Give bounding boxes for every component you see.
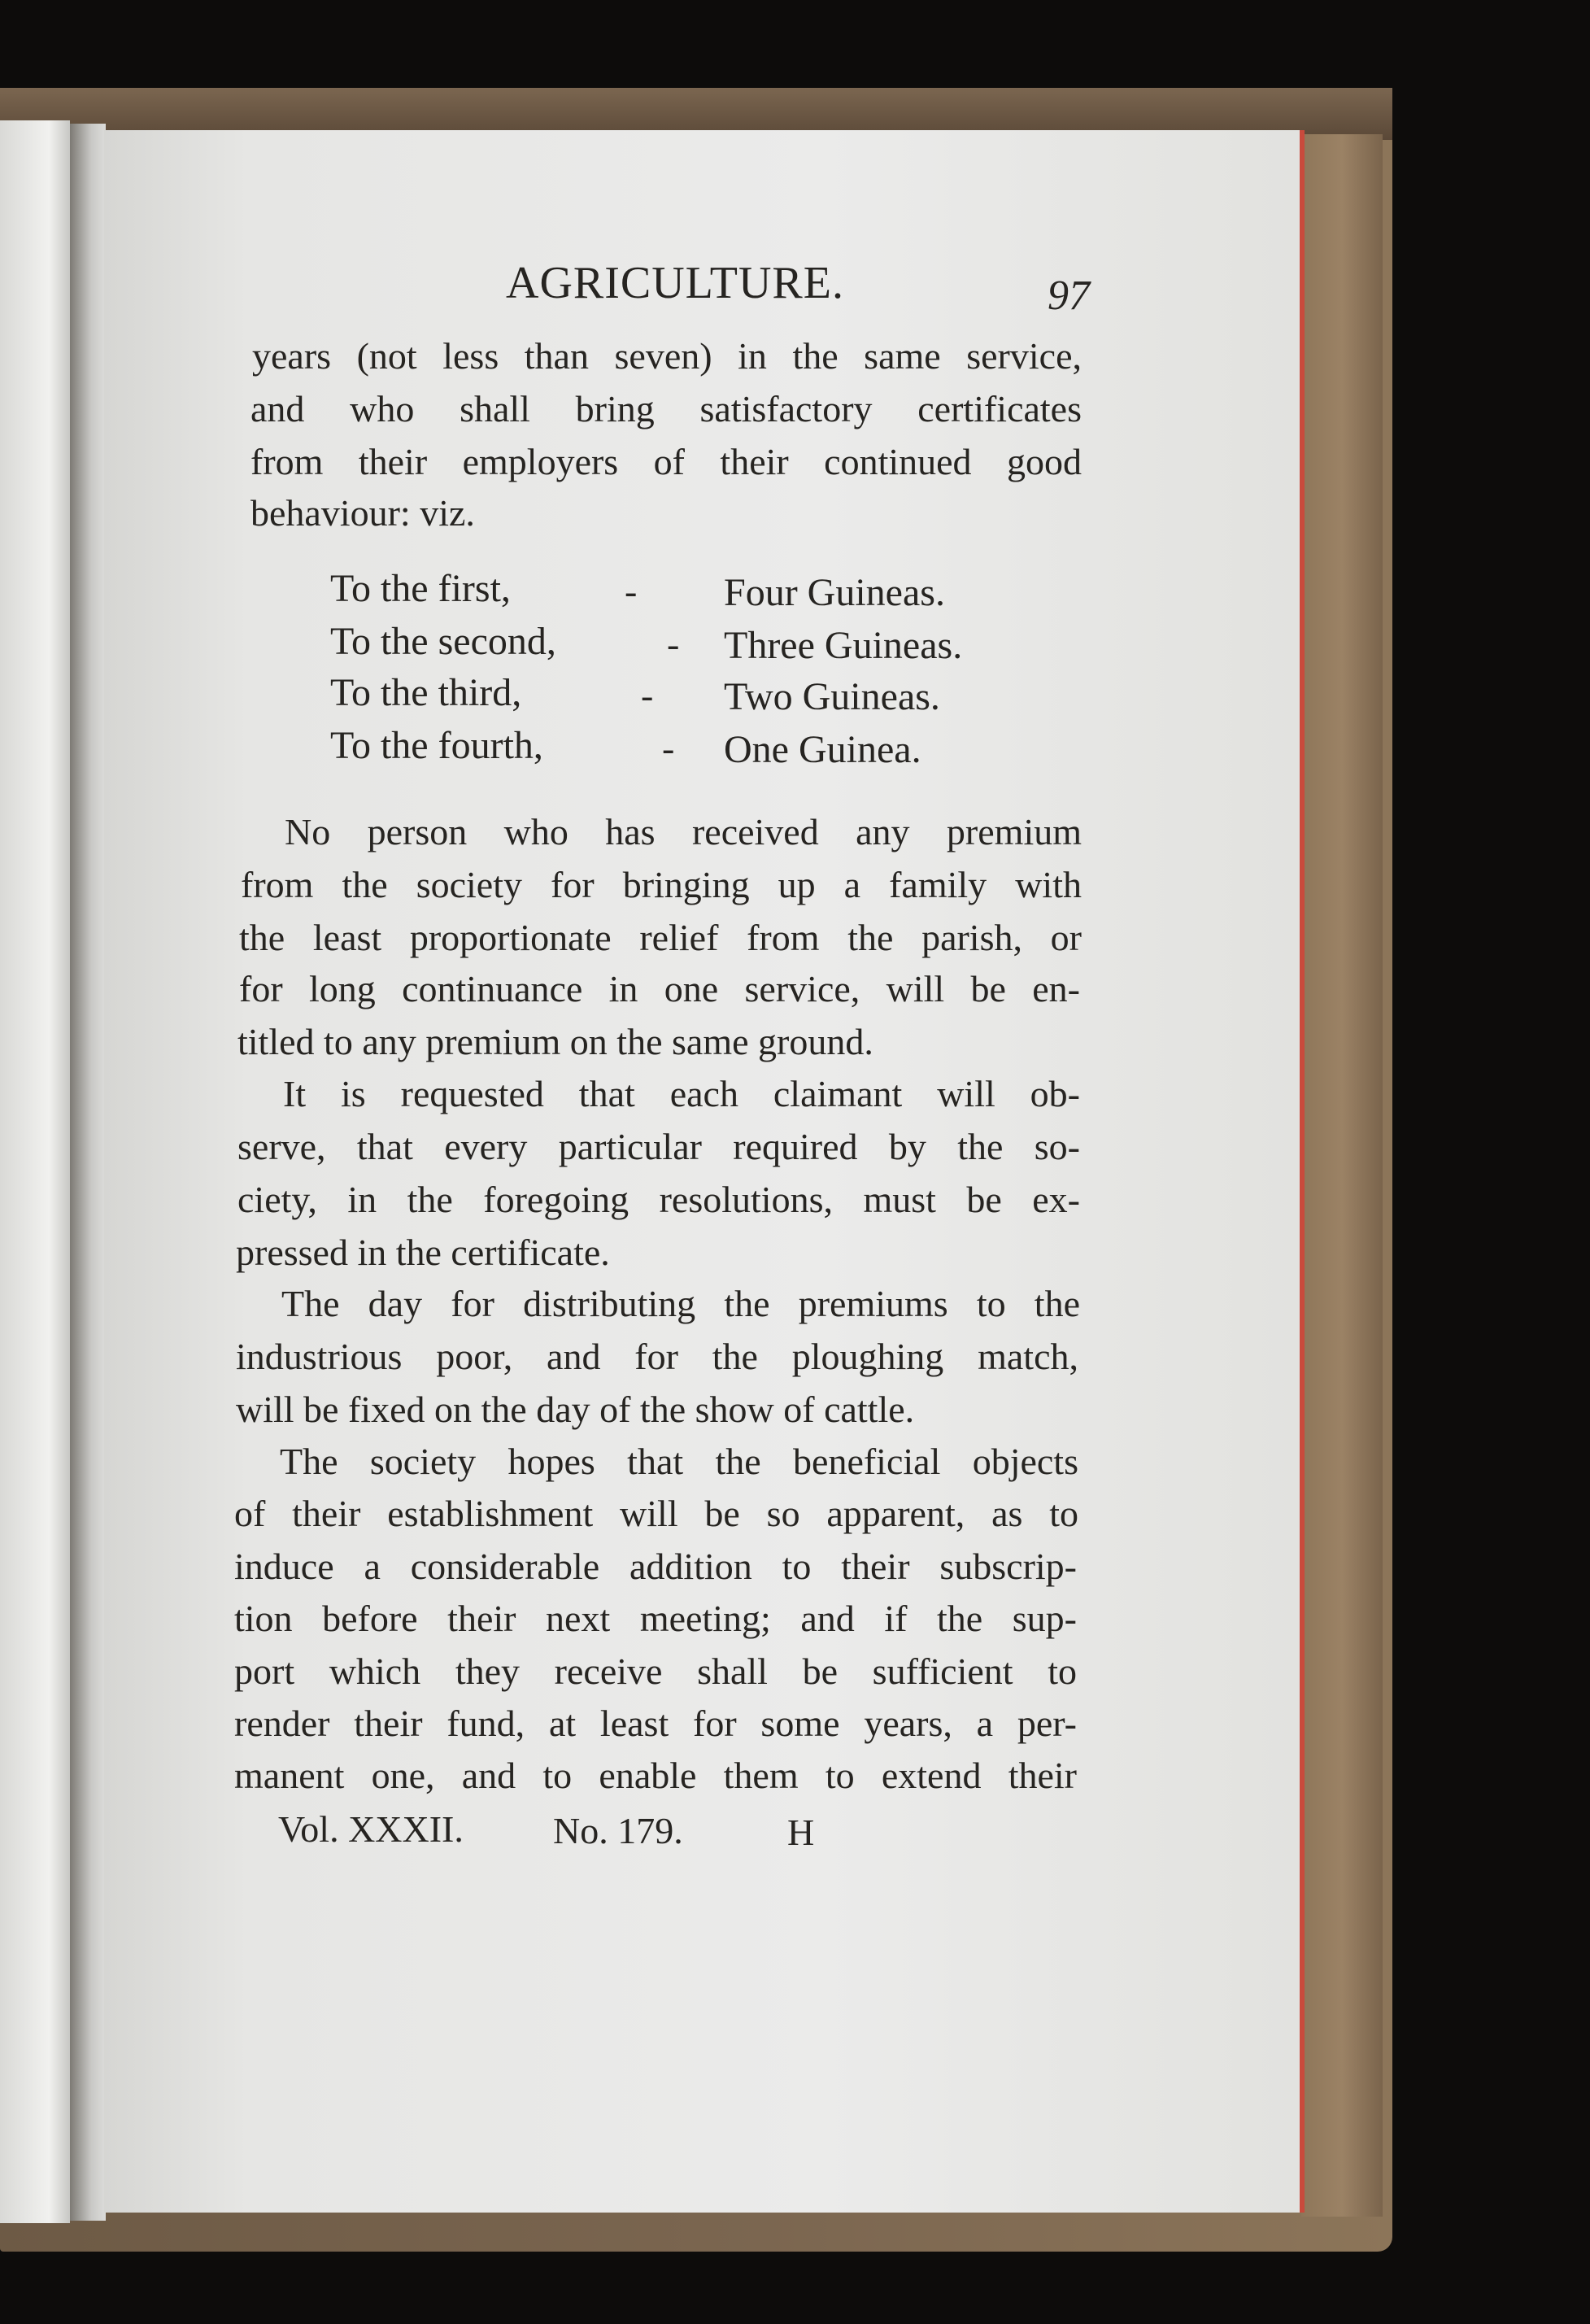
text-line: the least proportionate relief from the parish, or: [239, 917, 1082, 958]
text-line: induce a considerable addition to their subscrip-: [234, 1546, 1077, 1587]
text-line: No person who has received any premium: [285, 811, 1082, 852]
text-line: The day for distributing the premiums to the: [281, 1283, 1080, 1324]
text-line: ciety, in the foregoing resolutions, must be ex-: [237, 1179, 1080, 1220]
text-line: serve, that every particular required by the so-: [237, 1126, 1080, 1167]
text-line: port which they receive shall be sufficient to: [234, 1650, 1077, 1692]
text-line: It is requested that each claimant will ob-: [283, 1073, 1080, 1114]
premium-dash: -: [625, 570, 638, 612]
premium-dash: -: [662, 727, 675, 769]
premium-place: To the fourth,: [330, 724, 543, 767]
premium-amount: Two Guineas.: [724, 675, 940, 718]
sheet-signature: H: [787, 1812, 815, 1853]
text-line: will be fixed on the day of the show of cattle.: [236, 1389, 915, 1430]
text-line: manent one, and to enable them to extend their: [234, 1755, 1077, 1796]
book-page: [104, 130, 1305, 2213]
text-line: of their establishment will be so apparent, as to: [234, 1493, 1078, 1534]
premium-amount: One Guinea.: [724, 728, 921, 771]
text-line: behaviour: viz.: [250, 492, 475, 534]
number-label: No. 179.: [553, 1810, 683, 1851]
premium-amount: Four Guineas.: [724, 571, 945, 614]
running-head: AGRICULTURE.: [506, 258, 844, 308]
text-line: years (not less than seven) in the same service,: [252, 335, 1082, 377]
premium-place: To the third,: [330, 671, 522, 714]
premium-place: To the second,: [330, 620, 556, 663]
text-line: industrious poor, and for the ploughing match,: [236, 1336, 1078, 1377]
page-gutter: [70, 124, 106, 2221]
text-line: The society hopes that the beneficial objects: [280, 1441, 1078, 1482]
book-fore-edge: [1301, 134, 1383, 2217]
text-line: pressed in the certificate.: [236, 1232, 610, 1273]
facing-page-edge: [0, 120, 70, 2223]
page-number: 97: [1048, 273, 1090, 319]
premium-dash: -: [667, 623, 680, 665]
text-line: render their fund, at least for some years, a per-: [234, 1703, 1077, 1744]
premium-dash: -: [641, 674, 654, 716]
text-line: and who shall bring satisfactory certificates: [250, 388, 1082, 429]
text-line: titled to any premium on the same ground.: [237, 1021, 873, 1062]
volume-label: Vol. XXXII.: [278, 1808, 464, 1850]
premium-amount: Three Guineas.: [724, 624, 963, 667]
text-line: from the society for bringing up a family with: [241, 864, 1082, 905]
text-line: from their employers of their continued good: [250, 441, 1082, 482]
text-line: tion before their next meeting; and if the sup-: [234, 1598, 1077, 1639]
premium-place: To the first,: [330, 567, 511, 610]
text-line: for long continuance in one service, will be en-: [239, 968, 1080, 1009]
